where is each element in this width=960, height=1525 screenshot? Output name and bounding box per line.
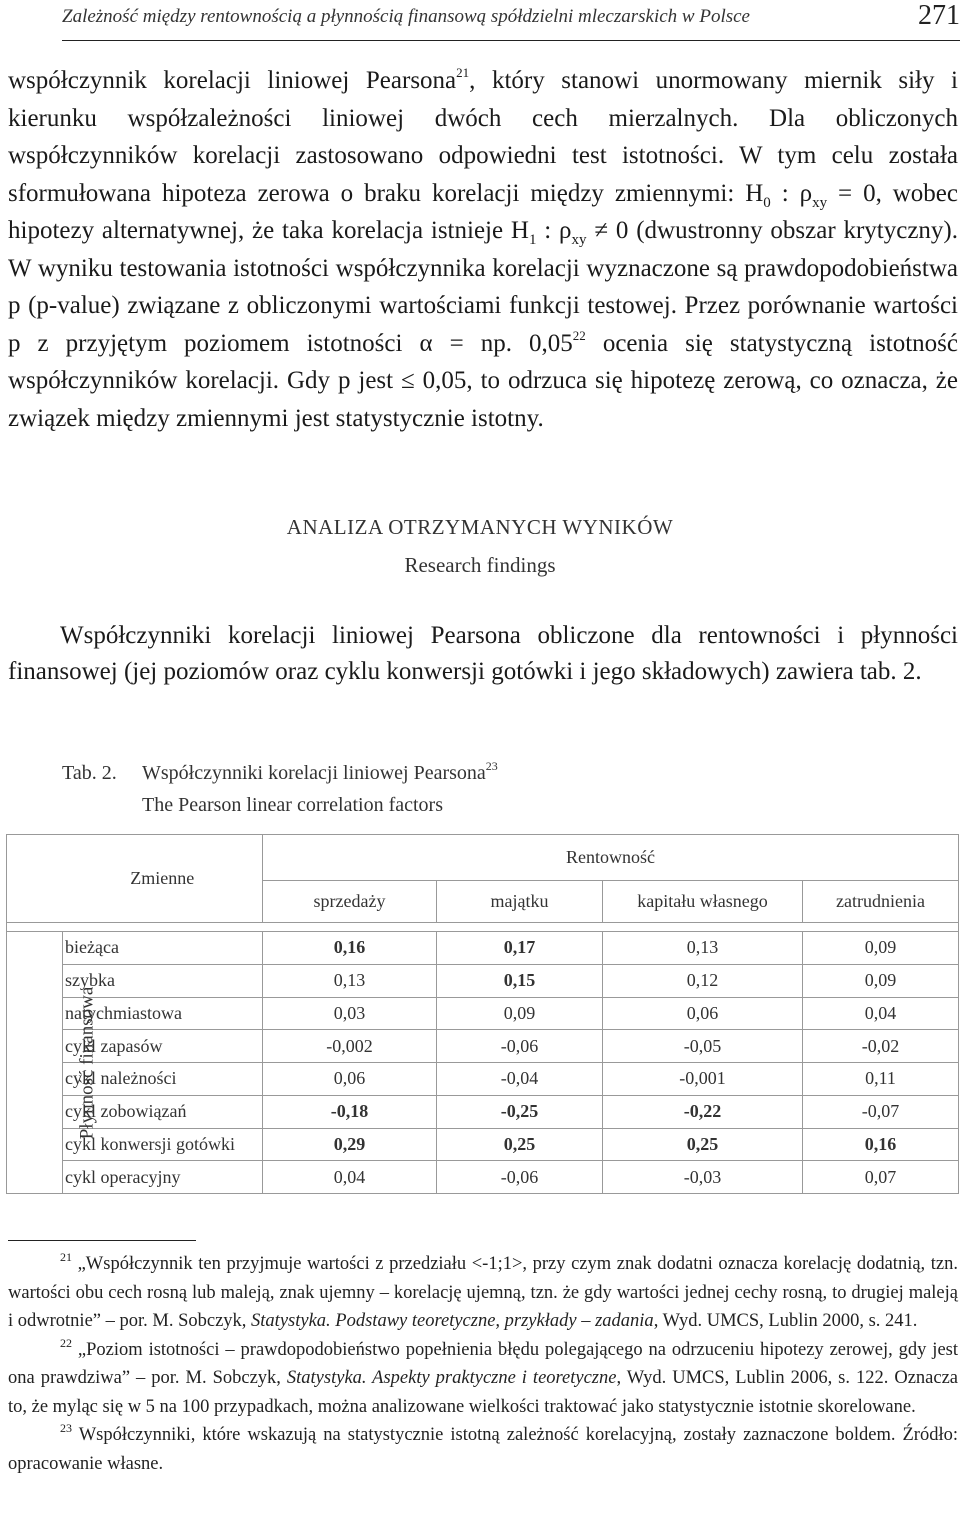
group-header: Rentowność [263, 835, 959, 881]
table-row [7, 964, 959, 997]
table-corner [7, 835, 63, 923]
table-cell: -0,07 [803, 1095, 959, 1128]
table-cell: -0,04 [437, 1063, 603, 1096]
column-header: zatrudnienia [803, 881, 959, 923]
table-cell: 0,06 [263, 1063, 437, 1096]
table-cell: 0,17 [437, 932, 603, 965]
body-paragraph [8, 62, 958, 437]
table-cell: 0,29 [263, 1128, 437, 1161]
table-row [7, 1128, 959, 1161]
footnote-23: $^{23}$ Współczynniki, które wskazują na statystycznie istotną zależność korelacyjną, zostały zaznaczone boldem. Źródło: opracowanie własne. [8, 1421, 958, 1474]
body-text-segment: ocenia się statystyczną istotność współczynników korelacji. Gdy p jest ≤ 0,05, to odrzuca się hipotezę zerową, co oznacza, że związek między zmiennymi jest statystycznie istotny. [8, 329, 959, 432]
table-cell: -0,22 [603, 1095, 803, 1128]
row-label: cykl konwersji gotówki [63, 1128, 263, 1161]
row-label: natychmiastowa [63, 997, 263, 1030]
row-group-label: Płynność finansowa [7, 932, 63, 1194]
variables-header: Zmienne [63, 835, 263, 923]
table-row [7, 1030, 959, 1063]
table-row [7, 1161, 959, 1194]
table-cell: 0,09 [803, 932, 959, 965]
table-cell: -0,18 [263, 1095, 437, 1128]
intro-paragraph: Współczynniki korelacji liniowej Pearsona obliczone dla rentowności i płynności finansowej (jej poziomów oraz cyklu konwersji gotówki i jego składowych) zawiera tab. 2. [8, 622, 958, 685]
body-text-segment: , który stanowi unormowany miernik siły i kierunku współzależności liniowej dwóch cech mierzalnych. Dla obliczonych współczynników korelacji zastosowano odpowiedni test istotności. W tym celu została sformułowana hipoteza zerowa o braku korelacji między zmiennymi: [8, 67, 958, 207]
section-title: ANALIZA OTRZYMANYCH WYNIKÓW [286, 515, 674, 539]
footnote-ref-23[interactable]: 23 [485, 759, 498, 773]
table-row [7, 997, 959, 1030]
table-row [7, 1095, 959, 1128]
footnote-rule [8, 1240, 196, 1241]
row-label: cykl operacyjny [63, 1161, 263, 1194]
table-caption [62, 757, 498, 821]
footnotes [8, 1250, 958, 1478]
row-label: cykl zapasów [63, 1030, 263, 1063]
table-cell: -0,002 [263, 1030, 437, 1063]
table-cell: -0,02 [803, 1030, 959, 1063]
table-cell: 0,12 [603, 964, 803, 997]
page-number: 271 [918, 0, 960, 31]
column-header: sprzedaży [263, 881, 437, 923]
table-cell: 0,16 [263, 932, 437, 965]
hypothesis-h1: $H_1$ : $\rho_{xy} \ne 0$ [510, 217, 629, 248]
footnote-22: $^{22}$ „Poziom istotności – prawdopodobieństwo popełnienia błędu polegającego na odrzuceniu hipotezy zerowej, gdy jest ona prawdziwa” – por. M. Sobczyk, Statystyka. Aspekty praktyczne i teoretyczne, Wyd. UMCS, Lublin 2006, s. 122. Oznacza to, że myląc się w 5 na 100 przypadkach, można analizowane wielkości traktować jako statystycznie istotnie skorelowane. [8, 1335, 959, 1417]
row-label: cykl należności [63, 1063, 263, 1096]
table-cell: 0,09 [437, 997, 603, 1030]
section-subtitle: Research findings [404, 553, 556, 577]
column-header: majątku [437, 881, 603, 923]
table-cell: 0,25 [437, 1128, 603, 1161]
footnote-ref-22[interactable]: 22 [572, 327, 586, 343]
row-label: szybka [63, 964, 263, 997]
table-cell: -0,001 [603, 1063, 803, 1096]
table-cell: 0,04 [263, 1161, 437, 1194]
table-cell: 0,13 [603, 932, 803, 965]
table-subtitle: The Pearson linear correlation factors [142, 794, 443, 816]
body-text-segment: współczynnik korelacji liniowej Pearsona [8, 67, 457, 94]
table-label: Tab. 2. [62, 762, 117, 784]
table-cell: 0,03 [263, 997, 437, 1030]
table-cell: 0,06 [603, 997, 803, 1030]
table-cell: 0,09 [803, 964, 959, 997]
row-label: cykl zobowiązań [63, 1095, 263, 1128]
table-cell: -0,06 [437, 1161, 603, 1194]
table-cell: -0,25 [437, 1095, 603, 1128]
body-text-segment: (dwustronny obszar krytyczny). W wyniku testowania istotności współczynnika korelacji wyznaczone są prawdopodobieństwa p (p-value) związane z obliczonymi wartościami funkcji testowej. Przez porównanie wartości p z przyjętym poziomem istotności α = np. 0,05 [8, 217, 958, 357]
table-row [7, 1063, 959, 1096]
table-cell: 0,25 [603, 1128, 803, 1161]
table-cell: 0,11 [803, 1063, 959, 1096]
column-header: kapitału własnego [603, 881, 803, 923]
table-cell: 0,07 [803, 1161, 959, 1194]
table-cell: 0,16 [803, 1128, 959, 1161]
running-header [62, 0, 960, 41]
hypothesis-h0: $H_0$ : $\rho_{xy}$ [745, 179, 828, 211]
footnote-21: $^{21}$ „Współczynnik ten przyjmuje wartości z przedziału <-1;1>, przy czym znak dodatni oznacza korelację dodatnią, tzn. wartości obu cech rosną lub maleją, znak ujemny – korelację ujemną, tzn. że gdy wartości jednej cechy rosną, to drugiej maleją i odwrotnie” – por. M. Sobczyk, Statystyka. Podstawy teoretyczne, przykłady – zadania, Wyd. UMCS, Lublin 2000, s. 241. [8, 1250, 958, 1331]
table-cell: 0,04 [803, 997, 959, 1030]
table-cell: -0,03 [603, 1161, 803, 1194]
running-title: Zależność między rentownością a płynnością finansową spółdzielni mleczarskich w Polsce [62, 6, 750, 27]
row-label: bieżąca [63, 932, 263, 965]
table-separator [7, 923, 959, 932]
table-title: Współczynniki korelacji liniowej Pearsona [142, 762, 486, 784]
table-cell: -0,06 [437, 1030, 603, 1063]
body-text-segment: = 0, wobec hipotezy alternatywnej, że taka korelacja istnieje [8, 179, 958, 244]
correlation-table [6, 834, 959, 1194]
table-cell: -0,05 [603, 1030, 803, 1063]
table-row [7, 932, 959, 965]
footnote-ref-21[interactable]: 21 [456, 65, 470, 80]
table-cell: 0,13 [263, 964, 437, 997]
table-cell: 0,15 [437, 964, 603, 997]
